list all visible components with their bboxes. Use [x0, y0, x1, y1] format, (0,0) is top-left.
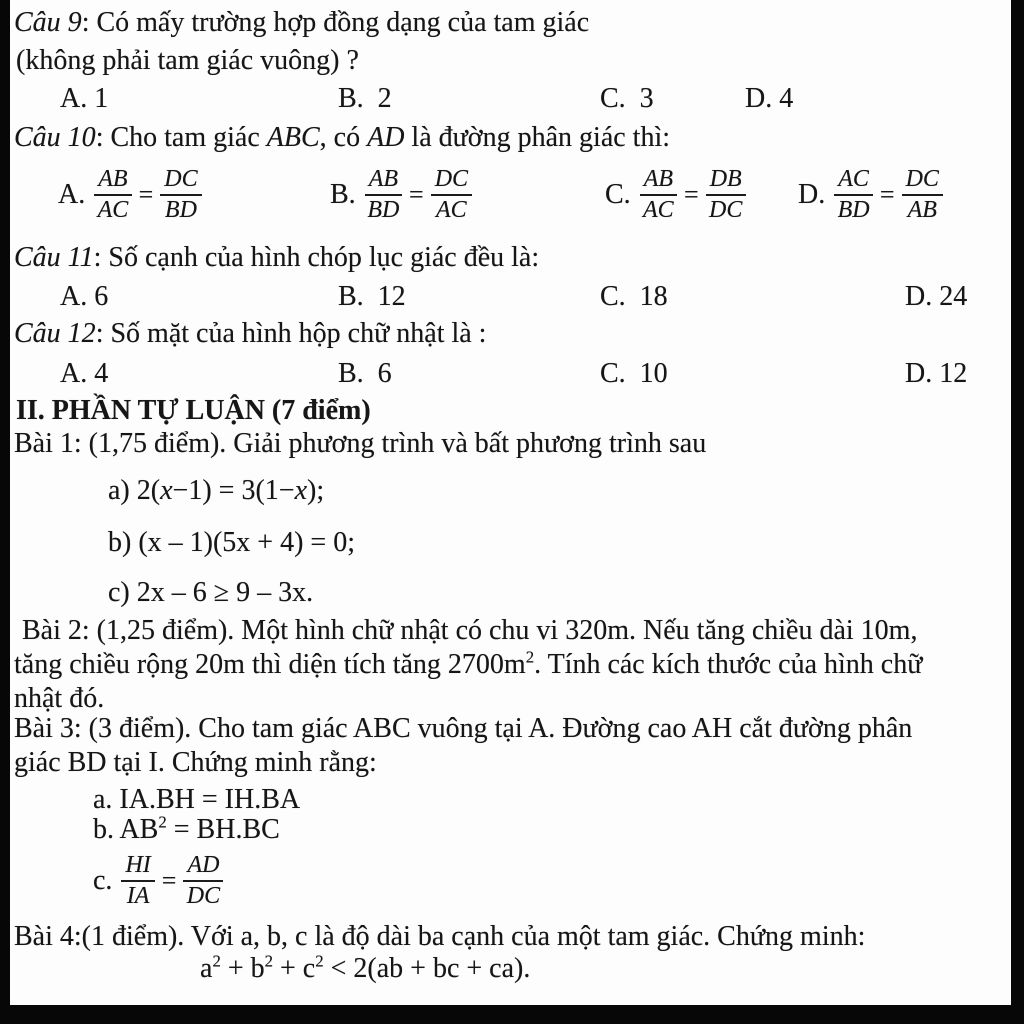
superscript-2: 2 — [158, 812, 167, 832]
q9-text: : Có mấy trường hợp đồng dạng của tam giác — [81, 7, 590, 38]
fraction-numerator: HI — [121, 852, 154, 882]
fraction-denominator: IA — [126, 883, 150, 909]
fraction-numerator: DC — [431, 166, 472, 196]
q11-option-c: C. 18 — [600, 281, 668, 312]
fraction-denominator: DC — [186, 883, 221, 909]
q11-label: Câu 11 — [14, 242, 94, 273]
formula-part: ); — [307, 475, 325, 506]
fraction-numerator: AB — [94, 166, 131, 196]
text-part: tăng chiều rộng 20m thì diện tích tăng 2700m — [14, 649, 526, 680]
essay-section-header: II. PHẦN TỰ LUẬN (7 điểm) — [16, 395, 371, 426]
formula-part: < 2(ab + bc + ca). — [323, 953, 531, 984]
q10-option-a — [58, 158, 202, 232]
superscript-2: 2 — [212, 951, 221, 971]
fraction — [640, 166, 677, 224]
bottom-black-border — [0, 1005, 1024, 1024]
fraction-denominator: BD — [164, 197, 197, 223]
bai3-line1: Bài 3: (3 điểm). Cho tam giác ABC vuông tại A. Đường cao AH cắt đường phân — [14, 713, 913, 744]
fraction — [94, 166, 131, 224]
fraction-denominator: AC — [643, 197, 674, 223]
equals-sign: = — [879, 180, 895, 209]
superscript-2: 2 — [264, 951, 274, 971]
fraction-numerator: DC — [160, 166, 201, 196]
q12-label: Câu 12 — [14, 318, 96, 349]
q9-title-line2: (không phải tam giác vuông) ? — [16, 45, 359, 76]
bai3-item-c — [93, 848, 223, 914]
q11-option-b: B. 12 — [338, 281, 406, 312]
option-letter: B. — [330, 179, 356, 210]
superscript-2: 2 — [525, 647, 535, 667]
bai1-item-a — [108, 474, 324, 508]
fraction — [121, 852, 154, 910]
formula-part: + b — [220, 953, 265, 984]
text-part: . Tính các kích thước của hình chữ — [534, 649, 923, 680]
bai4-line1: Bài 4:(1 điểm). Với a, b, c là độ dài ba cạnh của một tam giác. Chứng minh: — [14, 921, 866, 952]
q9-option-b: B. 2 — [338, 83, 392, 114]
bai1-item-b: b) (x – 1)(5x + 4) = 0; — [108, 527, 355, 558]
q10-title — [14, 121, 670, 155]
option-letter: C. — [605, 179, 631, 210]
fraction-numerator: DB — [706, 166, 746, 196]
q12-option-b: B. 6 — [338, 358, 392, 389]
bai1-title: Bài 1: (1,75 điểm). Giải phương trình và bất phương trình sau — [14, 428, 707, 459]
bai3-item-b — [93, 813, 280, 847]
q9-option-c: C. 3 — [600, 83, 654, 114]
q12-text: : Số mặt của hình hộp chữ nhật là : — [95, 318, 487, 349]
fraction — [431, 166, 472, 224]
fraction — [706, 166, 746, 224]
text-part: = BH.BC — [166, 814, 280, 845]
q10-text-pre: : Cho tam giác — [95, 122, 267, 153]
fraction-denominator: BD — [367, 197, 400, 223]
fraction-denominator: AB — [907, 197, 937, 223]
math-x: x — [160, 475, 173, 506]
superscript-2: 2 — [315, 951, 324, 971]
q11-title — [14, 241, 539, 275]
fraction-denominator: DC — [709, 197, 743, 223]
item-label: c. — [93, 865, 113, 896]
fraction-numerator: DC — [902, 166, 943, 196]
item-label: a) — [108, 475, 137, 506]
q12-option-d: D. 12 — [905, 358, 968, 389]
fraction — [365, 166, 402, 224]
fraction-denominator: AC — [436, 197, 467, 223]
formula-part: a — [200, 953, 213, 984]
q10-option-b — [330, 158, 472, 232]
bai2-line2 — [14, 648, 922, 682]
equals-sign: = — [409, 180, 424, 209]
fraction-denominator: BD — [837, 197, 870, 223]
math-x: x — [294, 475, 307, 506]
equals-sign: = — [161, 866, 177, 895]
formula-part: + c — [273, 953, 316, 984]
fraction — [834, 166, 873, 224]
q9-label: Câu 9 — [14, 7, 82, 38]
q10-text-mid: , có — [319, 122, 368, 153]
bai1-item-c: c) 2x – 6 ≥ 9 – 3x. — [108, 577, 314, 608]
q11-text: : Số cạnh của hình chóp lục giác đều là: — [93, 242, 540, 273]
q9-option-d: D. 4 — [745, 83, 794, 114]
option-letter: D. — [798, 179, 826, 210]
right-black-border — [1011, 0, 1024, 1024]
text-part: b. AB — [93, 814, 159, 845]
q10-label: Câu 10 — [14, 122, 96, 153]
fraction-numerator: AB — [640, 166, 677, 196]
fraction — [183, 852, 223, 910]
bai3-item-a: a. IA.BH = IH.BA — [93, 784, 301, 815]
fraction — [902, 166, 943, 224]
formula-part: −1) = 3(1− — [172, 475, 295, 506]
bai2-line3: nhật đó. — [14, 683, 105, 714]
q11-option-d: D. 24 — [905, 281, 968, 312]
fraction-numerator: AB — [365, 166, 402, 196]
fraction — [160, 166, 201, 224]
q11-option-a: A. 6 — [60, 281, 109, 312]
bai2-line1: Bài 2: (1,25 điểm). Một hình chữ nhật có chu vi 320m. Nếu tăng chiều dài 10m, — [22, 615, 918, 646]
fraction-numerator: AC — [834, 166, 873, 196]
bai4-formula — [200, 952, 530, 986]
q9-title-line1 — [14, 6, 589, 40]
q10-text-post: là đường phân giác thì: — [404, 122, 671, 153]
q10-option-d — [798, 158, 943, 232]
equals-sign: = — [684, 180, 699, 209]
q9-option-a: A. 1 — [60, 83, 109, 114]
option-letter: A. — [58, 179, 86, 210]
left-black-border — [0, 0, 10, 1024]
q12-option-a: A. 4 — [60, 358, 109, 389]
q12-option-c: C. 10 — [600, 358, 668, 389]
formula-part: 2( — [136, 475, 161, 506]
fraction-numerator: AD — [183, 852, 223, 882]
fraction-denominator: AC — [97, 197, 129, 223]
q12-title — [14, 317, 486, 351]
q10-option-c — [605, 158, 746, 232]
equals-sign: = — [138, 180, 154, 209]
bai3-line2: giác BD tại I. Chứng minh rằng: — [14, 747, 377, 778]
q10-ad-italic: AD — [367, 122, 405, 153]
q10-abc-italic: ABC — [266, 122, 320, 153]
